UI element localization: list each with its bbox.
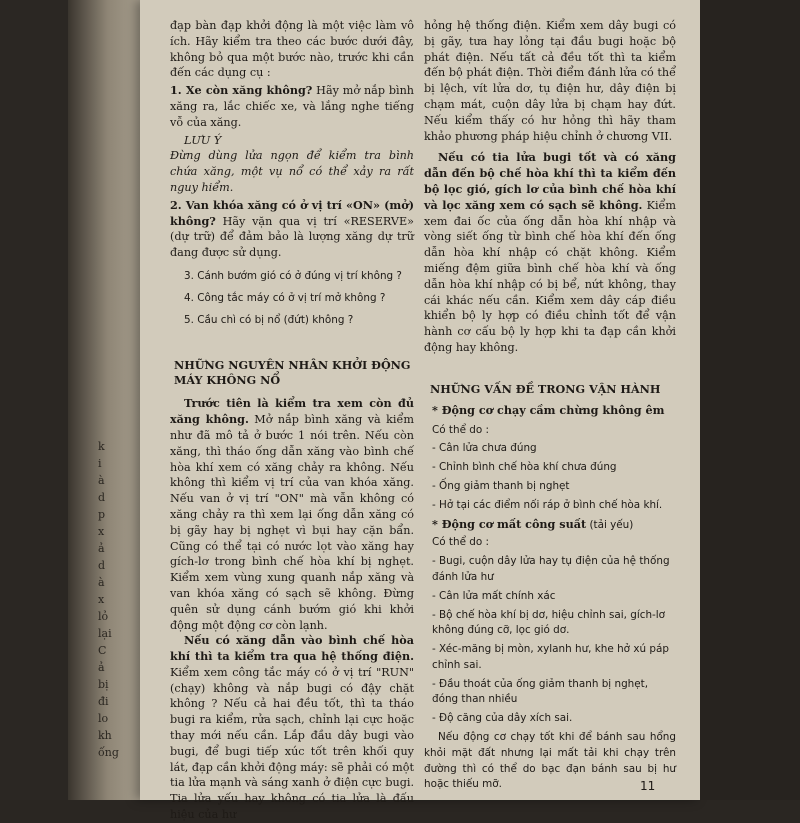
subheading-idle: * Động cơ chạy cầm chừng không êm bbox=[432, 402, 665, 417]
previous-page-text-fragment: d bbox=[98, 491, 106, 504]
book-page bbox=[140, 0, 700, 822]
previous-page-text-fragment: lại bbox=[98, 627, 112, 640]
previous-page-text-fragment: à bbox=[98, 576, 105, 589]
note-body: Đừng dùng lửa ngọn để kiểm tra bình chứa xăng, một vụ nổ có thể xảy ra rất nguy hiểm. bbox=[170, 149, 414, 194]
paragraph-electrical-check-body: Kiểm xem công tắc máy có ở vị trí "RUN" (chạy) không và nắp bugi có đậy chặt không ? Nếu cả hai đều tốt, thì ta tháo bugi ra kiểm, rửa sạch, chỉnh lại cực hoặc thay mới nếu cần. Lắp đầu dây bugi vào bugi, để bugi tiếp xúc tốt trên khối quy lát, đạp cần khởi động máy: sẽ phải có một tia lửa mạnh và sáng xanh ở điện cực bugi. Tia lửa yếu hay không có tia lửa là đấu hiệu của hư bbox=[170, 665, 414, 822]
previous-page-text-fragment: i bbox=[98, 457, 102, 470]
subheading-power-loss bbox=[432, 517, 676, 534]
step-1 bbox=[170, 83, 414, 130]
section-heading-1: NHỮNG NGUYÊN NHÂN KHỞI ĐỘNG bbox=[174, 358, 411, 373]
paragraph-carburetor bbox=[424, 150, 676, 355]
previous-page-text-fragment: p bbox=[98, 508, 106, 521]
previous-page-text-fragment: à bbox=[98, 474, 105, 487]
step-3: 3. Cánh bướm gió có ở đúng vị trí không ? bbox=[184, 269, 402, 282]
step-1-question: 1. Xe còn xăng không? bbox=[170, 83, 313, 98]
step-2-answer: Hãy vặn qua vị trí «RESERVE» (dự trữ) để đảm bảo là lượng xăng dự trữ đang được sử dụng. bbox=[170, 214, 414, 260]
previous-page-text-fragment: C bbox=[98, 644, 107, 657]
power-loss-cause-item: - Cân lửa mất chính xác bbox=[432, 589, 556, 602]
paragraph-carburetor-body: Kiểm xem đai ốc của ống dẫn hòa khí nhập và vòng siết ống từ bình chế hòa khí đến ống dẫn hòa khí nhập có chặt không. Kiểm miếng đệm giữa bình chế hòa khí và ống dẫn hòa khí nhập có bị bể, nứt không, thay cái khác nếu cần. Kiểm xem dây cáp điều khiển bộ ly hợp có điều chỉnh tốt để vận hành cơ cấu bộ ly hợp khi ta đạp cần khởi động hay không. bbox=[424, 198, 677, 354]
subheading-power-loss-note: (tải yếu) bbox=[586, 518, 634, 531]
power-loss-cause-item: - Bộ chế hòa khí bị dơ, hiệu chỉnh sai, gích-lơ không đúng cỡ, lọc gió dơ. bbox=[432, 608, 666, 637]
step-4: 4. Công tắc máy có ở vị trí mở không ? bbox=[184, 291, 386, 304]
idle-causes-intro: Có thể do : bbox=[432, 423, 490, 436]
paragraph-fuel-check bbox=[170, 396, 414, 633]
previous-page-text-fragment: ả bbox=[98, 542, 105, 555]
previous-page-text-fragment: lỏ bbox=[98, 610, 109, 623]
previous-page-text-fragment: k bbox=[98, 440, 105, 453]
idle-cause-item: - Ống giảm thanh bị nghẹt bbox=[432, 479, 570, 492]
previous-page-text-fragment: ống bbox=[98, 746, 119, 759]
previous-page-text-fragment: đi bbox=[98, 695, 109, 708]
paragraph-fuel-check-lead: Trước tiên là kiểm tra xem còn đủ xăng không. bbox=[170, 396, 414, 427]
background-right bbox=[700, 0, 800, 800]
section-heading-1b: MÁY KHÔNG NỔ bbox=[174, 373, 281, 388]
power-loss-cause-item: - Độ căng của dây xích sai. bbox=[432, 712, 573, 725]
power-loss-causes-intro: Có thể do : bbox=[432, 536, 490, 549]
power-loss-causes-list bbox=[432, 554, 676, 727]
previous-page-text-fragment: x bbox=[98, 593, 105, 606]
paragraph-electrical-check-lead: Nếu có xăng dẫn vào bình chế hòa khí thì ta kiểm tra qua hệ thống điện. bbox=[170, 633, 414, 664]
note-title: LƯU Ý bbox=[184, 133, 222, 147]
step-5: 5. Cầu chì có bị nổ (đứt) không ? bbox=[184, 313, 354, 326]
previous-page-text-fragment: kh bbox=[98, 729, 112, 742]
idle-cause-item: - Hở tại các điểm nối ráp ở bình chế hòa khí. bbox=[432, 498, 663, 511]
paragraph-ignition: hỏng hệ thống điện. Kiểm xem dây bugi có bị gãy, tưa hay lỏng tại đầu bugi hoặc bộ phát điện. Nếu tất cả đều tốt thì ta kiểm đến bộ phát điện. Thời điểm đánh lửa có thể bị lệch, vít lửa dơ, tụ điện hư, dây điện bị chạm mát, cuộn dây lửa bị chạm hay đứt. Nếu kiểm thấy có hư hỏng thì hãy tham khảo phương pháp hiệu chỉnh ở chương VII. bbox=[424, 19, 676, 143]
previous-page-text-fragment: lo bbox=[98, 712, 109, 725]
idle-causes-list bbox=[432, 441, 676, 513]
step-2-question: 2. Van khóa xăng có ở vị trí «ON» (mở) không? bbox=[170, 197, 414, 228]
left-column bbox=[170, 0, 414, 823]
step-2 bbox=[170, 198, 414, 261]
power-loss-cause-item: - Bugi, cuộn dây lửa hay tụ điện của hệ thống đánh lửa hư bbox=[432, 555, 670, 583]
page-number: 11 bbox=[640, 779, 656, 793]
subheading-power-loss-title: * Động cơ mất công suất bbox=[432, 516, 587, 531]
step-1-answer: Hãy mở nắp bình xăng ra, lắc chiếc xe, và lắng nghe tiếng vỗ của xăng. bbox=[170, 84, 414, 129]
paragraph-fuel-check-body: Mở nắp bình xăng và kiểm như đã mô tả ở bước 1 nói trên. Nếu còn xăng, thì tháo ống dẫn xăng vào bình chế hòa khí xem có xăng chảy ra không. Nếu không thì kiểm vị trí của van khóa xăng. Nếu van ở vị trí "ON" mà vẫn không có xăng chảy ra thì xem lại ống dẫn xăng có bị gãy hay bị nghẹt vì bụi hay cặn bẩn. Cũng có thể tại có nước lọt vào xăng hay gích-lơ trong bình chế hòa khí bị nghẹt. Kiểm xem vùng xung quanh nắp xăng và van khóa xăng có sạch sẽ không. Đừng quên sử dụng cánh bướm gió khi khởi động một động cơ còn lạnh. bbox=[170, 413, 414, 632]
power-loss-cause-item: - Xéc-măng bị mòn, xylanh hư, khe hở xú páp chỉnh sai. bbox=[432, 643, 669, 671]
right-column bbox=[424, 0, 676, 793]
paragraph-electrical-check bbox=[170, 633, 414, 823]
previous-page-text-fragment: ả bbox=[98, 661, 105, 674]
paragraph-carburetor-lead: Nếu có tia lửa bugi tốt và có xăng dẫn đến bộ chế hòa khí thì ta kiểm đến bộ lọc gió, gích lơ của bình chế hòa khí và lọc xăng xem có sạch sẽ không. bbox=[424, 150, 676, 212]
previous-page-text-fragment: d bbox=[98, 559, 106, 572]
section-heading-2: NHỮNG VẤN ĐỀ TRONG VẬN HÀNH bbox=[430, 381, 661, 396]
idle-cause-item: - Chỉnh bình chế hòa khí chưa đúng bbox=[432, 461, 617, 474]
closing-paragraph: Nếu động cơ chạy tốt khi để bánh sau hổng khỏi mặt đất nhưng lại mất tải khi chạy trên đường thì có thể do bạc đạn bánh sau bị hư hoặc thiếu mỡ. bbox=[424, 731, 676, 791]
previous-page-text-fragment: bị bbox=[98, 678, 109, 691]
idle-cause-item: - Cân lửa chưa đúng bbox=[432, 442, 537, 455]
previous-page-text-fragment: x bbox=[98, 525, 105, 538]
intro-paragraph: đạp bàn đạp khởi động là một việc làm vô ích. Hãy kiểm tra theo các bước dưới đây, không bỏ qua một bước nào, trước khi cần đến các dụng cụ : bbox=[170, 19, 414, 80]
power-loss-cause-item: - Đầu thoát của ống giảm thanh bị nghẹt, đóng than nhiều bbox=[432, 677, 649, 706]
